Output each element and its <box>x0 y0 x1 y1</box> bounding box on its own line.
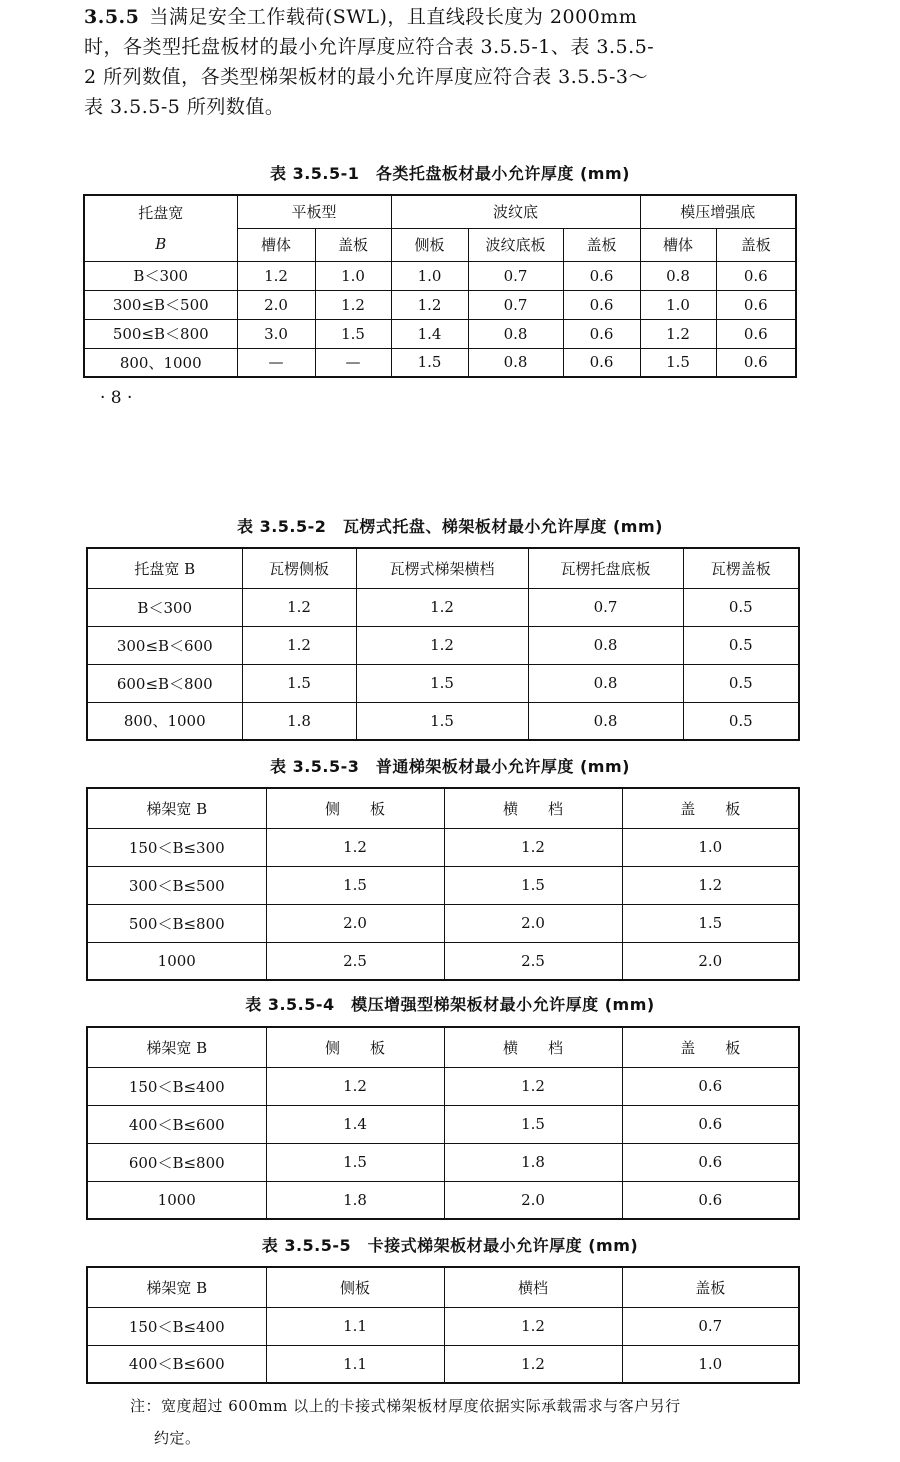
table3-cell: 2.0 <box>622 942 799 980</box>
table3-cell: 2.5 <box>444 942 622 980</box>
table5-header: 盖板 <box>622 1267 799 1307</box>
table-row <box>87 1143 799 1181</box>
table-row <box>84 261 796 290</box>
table2-cell: 1.5 <box>356 702 528 740</box>
table5 <box>86 1266 800 1384</box>
table1-cell: 0.7 <box>468 261 563 290</box>
table5-cell: 400＜B≤600 <box>87 1345 266 1383</box>
table3-cell: 1.5 <box>622 904 799 942</box>
table1-cell: 500≤B＜800 <box>84 319 237 348</box>
table1-sub-2: 盖板 <box>315 228 391 261</box>
table-row <box>87 1307 799 1345</box>
table3-cell: 500＜B≤800 <box>87 904 266 942</box>
clause-paragraph <box>84 2 804 122</box>
table1-cell: 1.0 <box>391 261 468 290</box>
table4-cell: 1.8 <box>444 1143 622 1181</box>
table2-cell: 0.8 <box>528 664 683 702</box>
table1-cell: 1.5 <box>315 319 391 348</box>
table2-cell: 1.2 <box>356 626 528 664</box>
table5-header: 侧板 <box>266 1267 444 1307</box>
table5-cell: 1.2 <box>444 1307 622 1345</box>
table1-cell: 0.6 <box>716 261 796 290</box>
table1-cell: — <box>315 348 391 377</box>
table-row <box>87 904 799 942</box>
table1-cell: 1.0 <box>640 290 716 319</box>
table-row <box>87 1105 799 1143</box>
table1-header-flat: 平板型 <box>237 195 391 228</box>
note-line-1: 注：宽度超过 600mm 以上的卡接式梯架板材厚度依据实际承载需求与客户另行 <box>130 1397 681 1415</box>
table1-cell: 1.2 <box>315 290 391 319</box>
page-number: · 8 · <box>100 388 133 408</box>
table1-cell: 1.4 <box>391 319 468 348</box>
table4-cell: 1.2 <box>266 1067 444 1105</box>
table1-sub-4: 波纹底板 <box>468 228 563 261</box>
note-line-2: 约定。 <box>154 1429 201 1447</box>
table1-sub-5: 盖板 <box>563 228 640 261</box>
table1-cell: 1.2 <box>391 290 468 319</box>
table1-cell: 0.6 <box>716 319 796 348</box>
clause-number: 3.5.5 <box>84 6 140 28</box>
paragraph-line-4: 表 3.5.5-5 所列数值。 <box>84 96 285 118</box>
table3-cell: 1.2 <box>444 828 622 866</box>
table3-cell: 1.5 <box>266 866 444 904</box>
table-row <box>84 348 796 377</box>
table1-cell: 1.5 <box>391 348 468 377</box>
table1-sub-7: 盖板 <box>716 228 796 261</box>
table2-header: 瓦楞盖板 <box>683 548 799 588</box>
table2-caption: 表 3.5.5-2 瓦楞式托盘、梯架板材最小允许厚度 (mm) <box>237 517 663 536</box>
table3-header: 盖 板 <box>622 788 799 828</box>
table3-cell: 2.0 <box>266 904 444 942</box>
table2-cell: 1.8 <box>242 702 356 740</box>
table1-cell: 0.6 <box>563 319 640 348</box>
table4-cell: 1.4 <box>266 1105 444 1143</box>
table3-cell: 2.5 <box>266 942 444 980</box>
table3-header: 侧 板 <box>266 788 444 828</box>
table4 <box>86 1026 800 1220</box>
table-row <box>87 828 799 866</box>
table2-header: 瓦楞托盘底板 <box>528 548 683 588</box>
table1-cell: 300≤B＜500 <box>84 290 237 319</box>
table2-cell: 0.5 <box>683 664 799 702</box>
table1-cell: 0.8 <box>468 319 563 348</box>
table3-header: 横 档 <box>444 788 622 828</box>
table1-sub-1: 槽体 <box>237 228 315 261</box>
table1 <box>83 194 797 378</box>
table2-cell: 1.2 <box>242 588 356 626</box>
paragraph-line-2: 时，各类型托盘板材的最小允许厚度应符合表 3.5.5-1、表 3.5.5- <box>84 36 655 58</box>
table-row <box>87 1067 799 1105</box>
table5-cell: 1.2 <box>444 1345 622 1383</box>
table4-cell: 0.6 <box>622 1181 799 1219</box>
table-row <box>87 588 799 626</box>
paragraph-line-1: 3.5.5 当满足安全工作载荷(SWL)，且直线段长度为 2000mm <box>84 6 638 28</box>
table2-cell: 1.5 <box>242 664 356 702</box>
table3 <box>86 787 800 981</box>
table5-header: 横档 <box>444 1267 622 1307</box>
table3-cell: 1000 <box>87 942 266 980</box>
table2-cell: 0.5 <box>683 588 799 626</box>
table-row <box>84 290 796 319</box>
table4-cell: 0.6 <box>622 1067 799 1105</box>
table2-cell: 0.5 <box>683 626 799 664</box>
table-row <box>87 1181 799 1219</box>
table2-cell: 1.2 <box>242 626 356 664</box>
table1-cell: 0.8 <box>640 261 716 290</box>
table3-header: 梯架宽 B <box>87 788 266 828</box>
table2-header: 瓦楞侧板 <box>242 548 356 588</box>
table2-cell: 600≤B＜800 <box>87 664 242 702</box>
table5-cell: 1.0 <box>622 1345 799 1383</box>
table3-cell: 1.0 <box>622 828 799 866</box>
table4-header: 盖 板 <box>622 1027 799 1067</box>
table4-header: 侧 板 <box>266 1027 444 1067</box>
table1-sub-b: B <box>84 228 237 261</box>
table1-header-corrugated: 波纹底 <box>391 195 640 228</box>
table4-caption: 表 3.5.5-4 模压增强型梯架板材最小允许厚度 (mm) <box>245 995 655 1014</box>
table4-cell: 1.5 <box>444 1105 622 1143</box>
table1-cell: B＜300 <box>84 261 237 290</box>
table4-cell: 0.6 <box>622 1143 799 1181</box>
table4-cell: 1.5 <box>266 1143 444 1181</box>
table-note <box>130 1390 810 1454</box>
table1-cell: 1.2 <box>237 261 315 290</box>
table3-caption: 表 3.5.5-3 普通梯架板材最小允许厚度 (mm) <box>270 757 630 776</box>
table-row <box>87 866 799 904</box>
table3-cell: 1.2 <box>266 828 444 866</box>
table2 <box>86 547 800 741</box>
table4-cell: 2.0 <box>444 1181 622 1219</box>
table-row <box>87 664 799 702</box>
table5-cell: 1.1 <box>266 1345 444 1383</box>
table1-sub-3: 侧板 <box>391 228 468 261</box>
paragraph-line-3: 2 所列数值，各类型梯架板材的最小允许厚度应符合表 3.5.5-3～ <box>84 66 649 88</box>
table3-cell: 300＜B≤500 <box>87 866 266 904</box>
table4-header: 梯架宽 B <box>87 1027 266 1067</box>
table4-cell: 600＜B≤800 <box>87 1143 266 1181</box>
table2-cell: 300≤B＜600 <box>87 626 242 664</box>
table-row <box>87 1345 799 1383</box>
table5-cell: 1.1 <box>266 1307 444 1345</box>
table1-cell: 0.8 <box>468 348 563 377</box>
table4-cell: 1000 <box>87 1181 266 1219</box>
table-row <box>87 702 799 740</box>
table2-cell: 1.2 <box>356 588 528 626</box>
table2-cell: 0.8 <box>528 626 683 664</box>
table5-caption: 表 3.5.5-5 卡接式梯架板材最小允许厚度 (mm) <box>261 1236 639 1255</box>
table2-cell: B＜300 <box>87 588 242 626</box>
table1-cell: 0.6 <box>563 290 640 319</box>
table1-cell: 2.0 <box>237 290 315 319</box>
table1-header-width: 托盘宽 <box>84 195 237 228</box>
table1-sub-6: 槽体 <box>640 228 716 261</box>
table2-cell: 1.5 <box>356 664 528 702</box>
table1-cell: 0.7 <box>468 290 563 319</box>
table4-cell: 0.6 <box>622 1105 799 1143</box>
table-row <box>87 626 799 664</box>
table2-cell: 0.5 <box>683 702 799 740</box>
table1-cell: 0.6 <box>716 348 796 377</box>
table3-cell: 150＜B≤300 <box>87 828 266 866</box>
table5-cell: 150＜B≤400 <box>87 1307 266 1345</box>
table4-header: 横 档 <box>444 1027 622 1067</box>
table4-cell: 1.2 <box>444 1067 622 1105</box>
table1-cell: 1.2 <box>640 319 716 348</box>
table1-cell: 1.0 <box>315 261 391 290</box>
table1-cell: 3.0 <box>237 319 315 348</box>
table5-cell: 0.7 <box>622 1307 799 1345</box>
table1-cell: 0.6 <box>563 261 640 290</box>
table1-cell: 800、1000 <box>84 348 237 377</box>
table4-cell: 1.8 <box>266 1181 444 1219</box>
table2-cell: 800、1000 <box>87 702 242 740</box>
table5-header: 梯架宽 B <box>87 1267 266 1307</box>
table1-cell: 1.5 <box>640 348 716 377</box>
table1-caption: 表 3.5.5-1 各类托盘板材最小允许厚度 (mm) <box>270 164 630 183</box>
table-row <box>87 942 799 980</box>
table2-cell: 0.7 <box>528 588 683 626</box>
table3-cell: 1.2 <box>622 866 799 904</box>
table1-cell: — <box>237 348 315 377</box>
table-row <box>84 319 796 348</box>
table1-header-molded: 模压增强底 <box>640 195 796 228</box>
table2-header: 托盘宽 B <box>87 548 242 588</box>
table1-cell: 0.6 <box>716 290 796 319</box>
table4-cell: 400＜B≤600 <box>87 1105 266 1143</box>
table3-cell: 1.5 <box>444 866 622 904</box>
table2-cell: 0.8 <box>528 702 683 740</box>
table4-cell: 150＜B≤400 <box>87 1067 266 1105</box>
table3-cell: 2.0 <box>444 904 622 942</box>
table2-header: 瓦楞式梯架横档 <box>356 548 528 588</box>
table1-cell: 0.6 <box>563 348 640 377</box>
